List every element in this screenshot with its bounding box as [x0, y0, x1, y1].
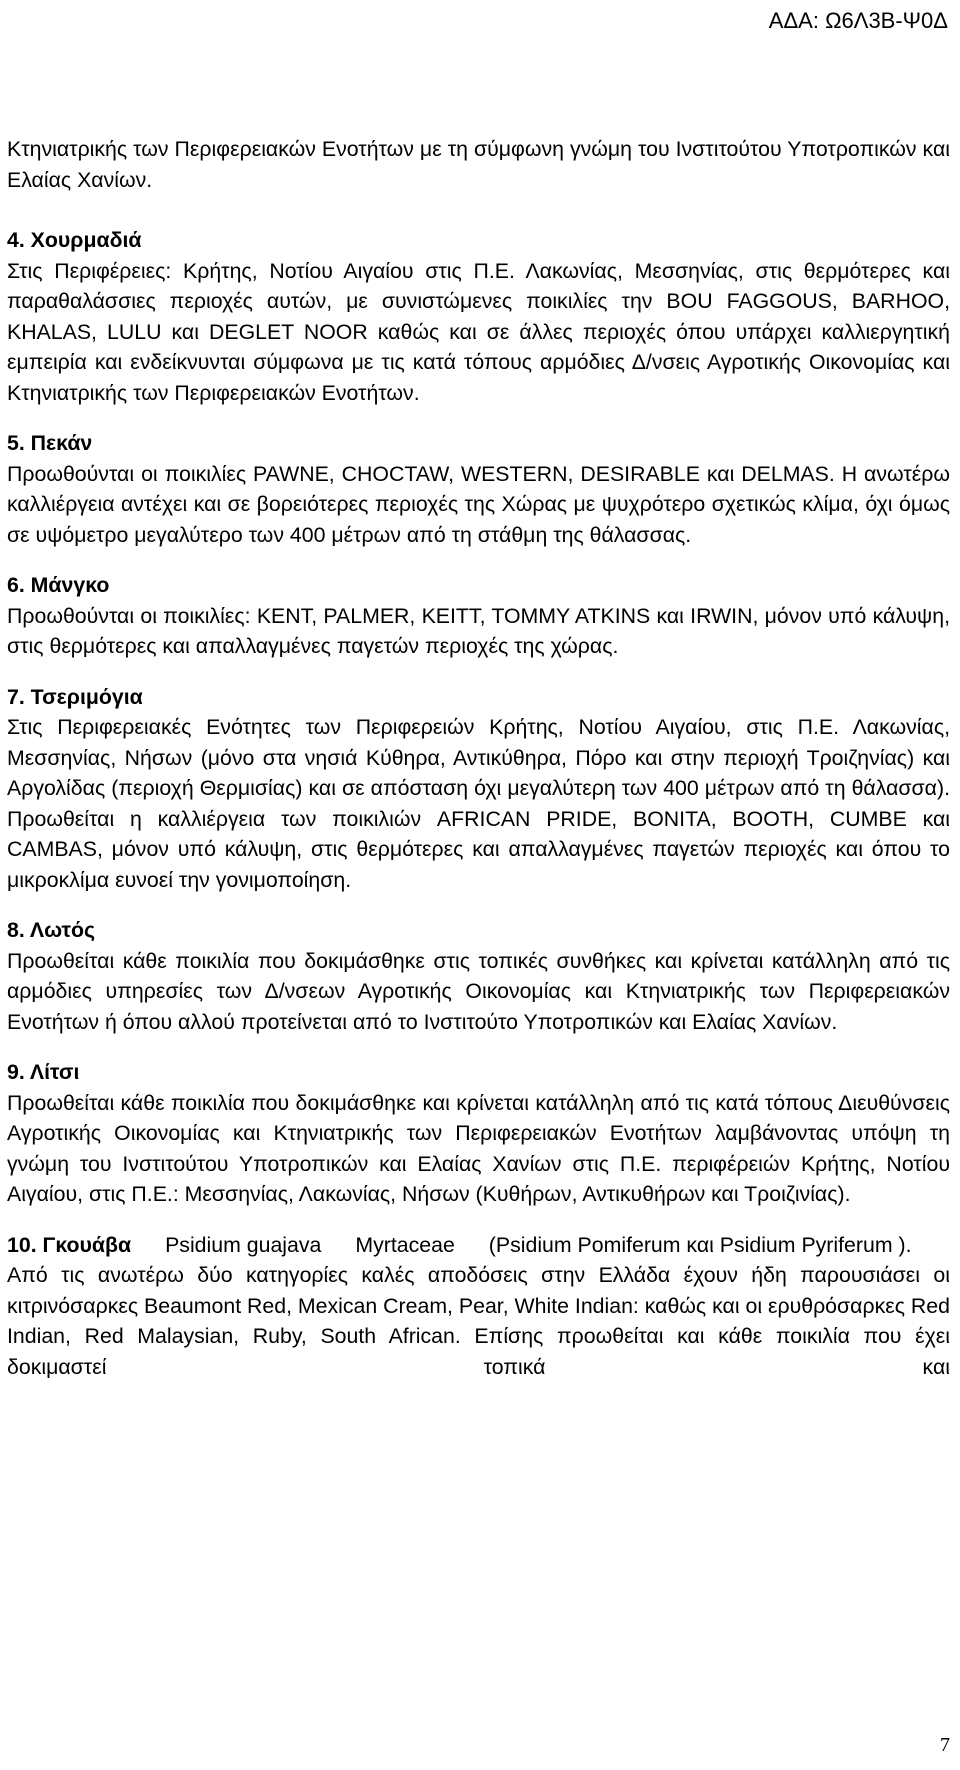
section-date-palm — [7, 225, 950, 408]
ada-code: ΑΔΑ: Ω6Λ3Β-Ψ0Δ — [768, 8, 948, 33]
document-body — [7, 134, 950, 1382]
guava-heading-line — [7, 1230, 950, 1261]
section-persimmon — [7, 915, 950, 1037]
page-number: 7 — [940, 1734, 950, 1756]
section-title: 9. Λίτσι — [7, 1060, 80, 1084]
guava-synonyms: (Psidium Pomiferum και Psidium Pyriferum ). — [488, 1232, 912, 1257]
section-mango — [7, 570, 950, 662]
section-title: 7. Τσεριμόγια — [7, 684, 143, 709]
section-body: Προωθούνται οι ποικιλίες PAWNE, CHOCTAW, WESTERN, DESIRABLE και DELMAS. Η ανωτέρω καλλιέργεια αντέχει και σε βορειότερες περιοχές της Χώρας με ψυχρότερο σχετικώς κλίμα, όχι όμως σε υψόμετρο μεγαλύτερο των 400 μέτρων από τη στάθμη της θάλασσας. — [7, 461, 950, 547]
section-cherimoya — [7, 682, 950, 896]
section-body: Στις Περιφέρειες: Κρήτης, Νοτίου Αιγαίου στις Π.Ε. Λακωνίας, Μεσσηνίας, στις θερμότερες και παραθαλάσσιες περιοχές αυτών, με συνιστώμενες ποικιλίες την BOU FAGGOUS, BARHOO, KHALAS, LULU και DEGLET NOOR καθώς και σε άλλες περιοχές όπου υπάρχει καλλιεργητική εμπειρία και ενδείκνυνται σύμφωνα με τις κατά τόπους αρμόδιες Δ/νσεις Αγροτικής Οικονομίας και Κτηνιατρικής των Περιφερειακών Ενοτήτων. — [7, 258, 950, 405]
section-body: Από τις ανωτέρω δύο κατηγορίες καλές αποδόσεις στην Ελλάδα έχουν ήδη παρουσιάσει οι κιτρινόσαρκες Beaumont Red, Mexican Cream, Pear, White Indian: καθώς και οι ερυθρόσαρκες Red Indian, Red Malaysian, Ruby, South African. Επίσης προωθείται και κάθε ποικιλία που έχει δοκιμαστεί τοπικά και — [7, 1263, 950, 1379]
section-body: Προωθείται κάθε ποικιλία που δοκιμάσθηκε στις τοπικές συνθήκες και κρίνεται κατάλληλη από τις αρμόδιες υπηρεσίες των Δ/νσεων Αγροτικής Οικονομίας και Κτηνιατρικής των Περιφερειακών Ενοτήτων ή όπου αλλού προτείνεται από το Ινστιτούτο Υποτροπικών και Ελαίας Χανίων. — [7, 948, 950, 1034]
section-body: Στις Περιφερειακές Ενότητες των Περιφερειών Κρήτης, Νοτίου Αιγαίου, στις Π.Ε. Λακωνίας, Μεσσηνίας, Νήσων (μόνο στα νησιά Κύθηρα, Αντικύθηρα, Πόρο και στην περιοχή Τροιζηνίας) και Αργολίδας (περιοχή Θερμισίας) και σε απόσταση όχι μεγαλύτερη των 400 μέτρων από τη θάλασσα). Προωθείται η καλλιέργεια των ποικιλιών AFRICAN PRIDE, BONITA, BOOTH, CUMBE και CAMBAS, μόνον υπό κάλυψη, στις θερμότερες και απαλλαγμένες παγετών περιοχές και όπου το μικροκλίμα ευνοεί την γονιμοποίηση. — [7, 715, 950, 892]
section-body: Προωθείται κάθε ποικιλία που δοκιμάσθηκε και κρίνεται κατάλληλη από τις κατά τόπους Διευθύνσεις Αγροτικής Οικονομίας και Κτηνιατρικής των Περιφερειακών Ενοτήτων λαμβάνοντας υπόψη τη γνώμη του Ινστιτούτου Υποτροπικών και Ελαίας Χανίων στις Π.Ε. περιφέρειών Κρήτης, Νοτίου Αιγαίου, στις Π.Ε.: Μεσσηνίας, Λακωνίας, Νήσων (Κυθήρων, Αντικυθήρων και Τροιζινίας). — [7, 1090, 950, 1206]
guava-family: Myrtaceae — [355, 1232, 455, 1257]
intro-paragraph: Κτηνιατρικής των Περιφερειακών Ενοτήτων με τη σύμφωνη γνώμη του Ινστιτούτου Υποτροπικών και Ελαίας Χανίων. — [7, 137, 950, 192]
section-guava — [7, 1230, 950, 1383]
section-lychee — [7, 1057, 950, 1210]
section-title: 8. Λωτός — [7, 918, 96, 942]
section-title: 6. Μάνγκο — [7, 573, 110, 597]
section-title: 5. Πεκάν — [7, 431, 93, 455]
guava-latin-name: Psidium guajava — [165, 1232, 322, 1257]
section-pecan — [7, 428, 950, 550]
section-body: Προωθούνται οι ποικιλίες: KENT, PALMER, KEITT, TOMMY ATKINS και IRWIN, μόνον υπό κάλυψη, στις θερμότερες και απαλλαγμένες παγετών περιοχές της χώρας. — [7, 603, 950, 658]
section-title: 4. Χουρμαδιά — [7, 228, 142, 252]
section-title: 10. Γκουάβα — [7, 1232, 132, 1257]
